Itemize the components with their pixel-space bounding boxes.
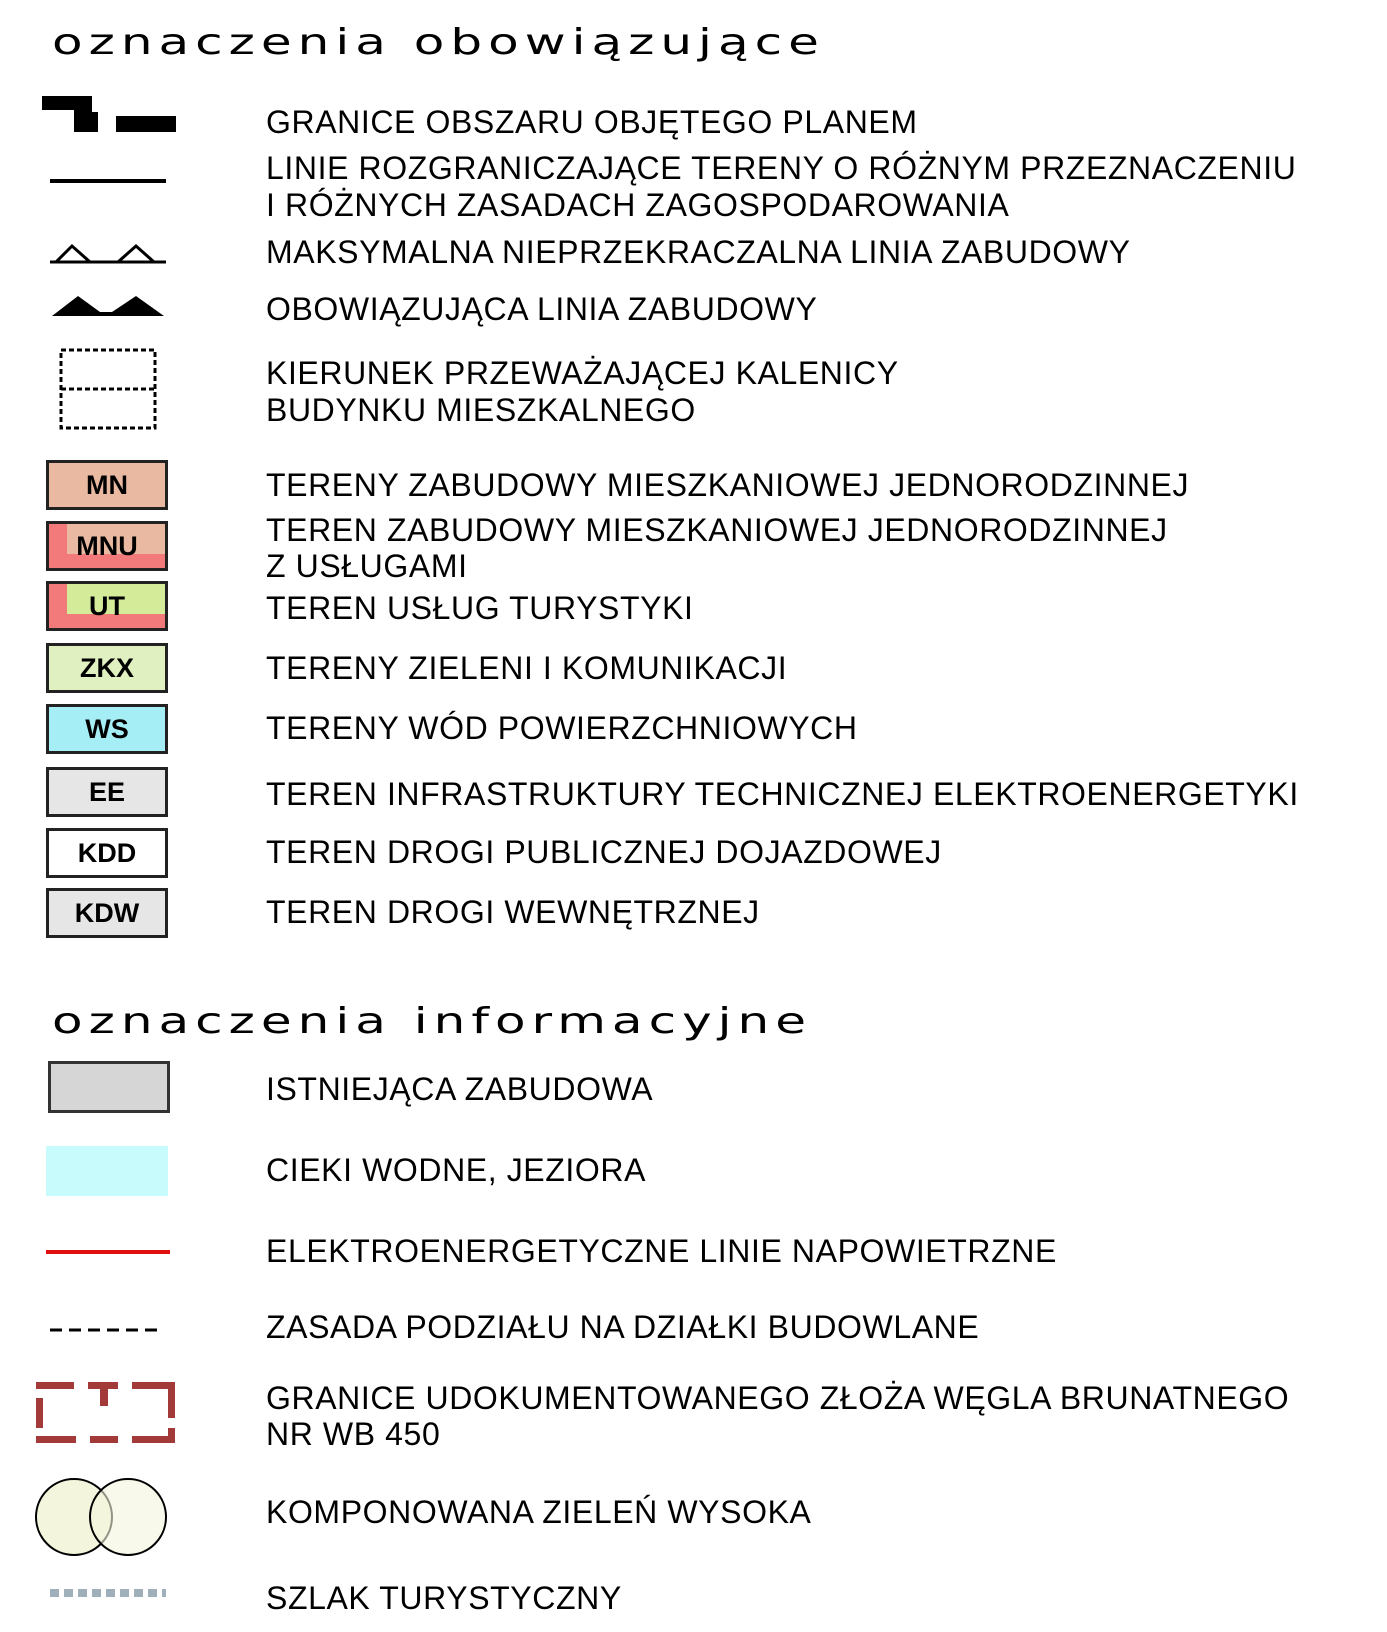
- zone-code: UT: [89, 590, 125, 621]
- legend-label: ELEKTROENERGETYCZNE LINIE NAPOWIETRZNE: [266, 1233, 1057, 1269]
- zone-code: ZKX: [80, 652, 134, 683]
- zone-symbol-ee: [46, 767, 168, 817]
- legend-label: TEREN INFRASTRUKTURY TECHNICZNEJ ELEKTROENERGETYKI: [266, 776, 1299, 812]
- legend-label: TERENY ZABUDOWY MIESZKANIOWEJ JEDNORODZINNEJ: [266, 467, 1190, 503]
- zone-code: MNU: [76, 530, 138, 561]
- tourist-trail-icon: [50, 1587, 168, 1599]
- legend-label: NR WB 450: [266, 1416, 441, 1452]
- legend-label: TEREN USŁUG TURYSTYKI: [266, 590, 694, 626]
- binding-section-title: oznaczenia obowiązujące: [52, 21, 825, 63]
- legend-label: MAKSYMALNA NIEPRZEKRACZALNA LINIA ZABUDOWY: [266, 234, 1131, 270]
- zone-code: KDD: [77, 837, 137, 868]
- zone-symbol-ut: [46, 581, 168, 631]
- legend-label: TEREN DROGI PUBLICZNEJ DOJAZDOWEJ: [266, 834, 942, 870]
- legend-label: KOMPONOWANA ZIELEŃ WYSOKA: [266, 1494, 812, 1530]
- legend-label: I RÓŻNYCH ZASADACH ZAGOSPODAROWANIA: [266, 187, 1010, 223]
- zone-code: MN: [86, 469, 128, 500]
- legend-label: TEREN DROGI WEWNĘTRZNEJ: [266, 894, 760, 930]
- zone-code: EE: [88, 776, 126, 807]
- ridge-direction-icon: [58, 347, 160, 433]
- zone-symbol-mnu: [46, 521, 168, 571]
- legend-label: ISTNIEJĄCA ZABUDOWA: [266, 1071, 654, 1107]
- zone-code: KDW: [74, 897, 140, 928]
- legend-label: LINIE ROZGRANICZAJĄCE TERENY O RÓŻNYM PRZEZNACZENIU: [266, 150, 1297, 186]
- zone-symbol-ws: [46, 704, 168, 754]
- info-section-title: oznaczenia informacyjne: [52, 1000, 812, 1042]
- lignite-deposit-icon: [34, 1378, 182, 1448]
- legend-label: GRANICE OBSZARU OBJĘTEGO PLANEM: [266, 104, 918, 140]
- mandatory-building-line-icon: [50, 294, 168, 318]
- legend-label: TERENY WÓD POWIERZCHNIOWYCH: [266, 710, 858, 746]
- water-bodies-icon: [46, 1146, 168, 1196]
- max-building-line-icon: [50, 240, 168, 266]
- zone-symbol-kdw: [46, 888, 168, 938]
- plot-division-icon: [50, 1326, 166, 1334]
- legend-label: OBOWIĄZUJĄCA LINIA ZABUDOWY: [266, 291, 818, 327]
- legend-label: TERENY ZIELENI I KOMUNIKACJI: [266, 650, 788, 686]
- legend-label: ZASADA PODZIAŁU NA DZIAŁKI BUDOWLANE: [266, 1309, 980, 1345]
- legend-label: GRANICE UDOKUMENTOWANEGO ZŁOŻA WĘGLA BRUNATNEGO: [266, 1380, 1290, 1416]
- legend-label: BUDYNKU MIESZKALNEGO: [266, 392, 696, 428]
- zone-symbol-zkx: [46, 643, 168, 693]
- plan-boundary-icon: [40, 92, 180, 137]
- zone-symbol-mn: [46, 460, 168, 510]
- existing-buildings-icon: [48, 1061, 170, 1113]
- zone-symbol-kdd: [46, 828, 168, 878]
- legend-label: KIERUNEK PRZEWAŻAJĄCEJ KALENICY: [266, 355, 899, 391]
- legend-label: SZLAK TURYSTYCZNY: [266, 1580, 622, 1616]
- power-lines-icon: [46, 1248, 172, 1256]
- legend-label: Z USŁUGAMI: [266, 548, 468, 584]
- legend-label: TEREN ZABUDOWY MIESZKANIOWEJ JEDNORODZINNEJ: [266, 512, 1168, 548]
- zone-code: WS: [85, 713, 129, 744]
- legend-label: CIEKI WODNE, JEZIORA: [266, 1152, 647, 1188]
- demarcation-line-icon: [50, 176, 168, 186]
- high-greenery-icon: [34, 1476, 170, 1558]
